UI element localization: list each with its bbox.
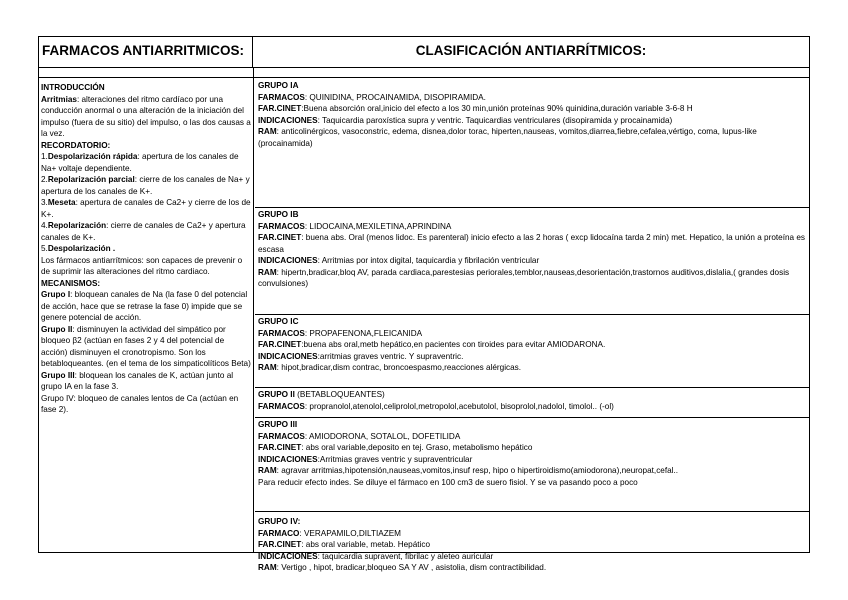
- step-item: 4.Repolarización: cierre de canales de Ca2+ y apertura canales de K+.: [41, 221, 246, 242]
- group-row: FARMACOS: QUINIDINA, PROCAINAMIDA, DISOPIRAMIDA.: [258, 92, 486, 102]
- group-title: GRUPO IV:: [258, 517, 301, 526]
- intro-title: INTRODUCCIÓN: [41, 83, 105, 92]
- group-row: RAM: anticolinérgicos, vasoconstric, edema, disnea,dolor torac, hiperten,nauseas, vomitos,diarrea,fiebre,cefalea,vértigo, coma, lupus-like (procainamida): [258, 127, 757, 148]
- group-title: GRUPO II (BETABLOQUEANTES): [258, 390, 385, 399]
- group-iii-section: [255, 418, 809, 512]
- group-row: RAM: Vertigo , hipot, bradicar,bloqueo SA Y AV , asistolia, dism contractibilidad.: [258, 563, 547, 572]
- farmacos-paragraph: Los fármacos antiarrítmicos: son capaces de prevenir o de suprimir las alteraciones del ritmo cardiaco.: [41, 255, 243, 276]
- group-row: RAM: hipot,bradicar,dism contrac, broncoespasmo,reacciones alérgicas.: [258, 363, 522, 372]
- document-table: [38, 36, 810, 572]
- step-item: 5.Despolarización .: [41, 244, 116, 253]
- step-item: 2.Repolarización parcial: cierre de los canales de Na+ y apertura de los canales de K+.: [41, 175, 250, 196]
- group-row: FAR.CINET: buena abs. Oral (menos lidoc. Es parenteral) inicio efecto a las 2 horas ( excp lidocaína tarda 2 min) met. Hepatico, la unión a proteína es escasa: [258, 233, 806, 254]
- right-column: [255, 79, 809, 572]
- mechanism-item: Grupo I: bloquean canales de Na (la fase 0 del potencial de acción, hace que se retrase la fase 0) impide que se genere potencial de acción.: [41, 290, 248, 322]
- group-row: RAM: hipertn,bradicar,bloq AV, parada cardiaca,parestesias periorales,temblor,nauseas,desorientación,trastornos auditivos,dislalia,( grandes dosis convulsiones): [258, 267, 790, 288]
- group-row: INDICACIONES: taquicardia supravent, fibrilac y aleteo auricular: [258, 551, 494, 561]
- group-ia-section: [255, 79, 809, 208]
- mechanism-item: Grupo IV: bloqueo de canales lentos de Ca (actúan en fase 2).: [41, 393, 239, 414]
- group-row: INDICACIONES:Arritmias graves ventric y supraventricular: [258, 454, 473, 464]
- header-divider: [39, 67, 809, 68]
- group-ic-section: [255, 315, 809, 388]
- mechanism-item: Grupo II: disminuyen la actividad del simpático por bloqueo β2 (actúan en fases 2 y 4 del potencial de acción) disminuyen el cronotropismo. Son los betabloqueantes. (en el tema de los simpaticolíticos Beta): [41, 324, 251, 368]
- group-row: Para reducir efecto indes. Se diluye el fármaco en 100 cm3 de suero fisiol. Y se va pasando poco a poco: [258, 477, 638, 487]
- group-title: GRUPO IB: [258, 210, 299, 219]
- group-ib-section: [255, 208, 809, 315]
- header-divider-secondary: [39, 77, 809, 78]
- group-row: FAR.CINET:buena abs oral,metb hepático,en pacientes con tiroides para evitar AMIODARONA.: [258, 340, 606, 349]
- recordatorio-title: RECORDATORIO:: [41, 140, 111, 150]
- group-row: INDICACIONES:arritmias graves ventric. Y supraventric.: [258, 351, 464, 361]
- group-iv-section: [255, 512, 809, 576]
- group-row: INDICACIONES: Arritmias por intox digital, taquicardia y fibrilación ventricular: [258, 256, 540, 265]
- right-title: CLASIFICACIÓN ANTIARRÍTMICOS:: [415, 43, 647, 58]
- group-row: FARMACOS: propranolol,atenolol,celiprolol,metropolol,acebutolol, bisoprolol,nadolol, timolol.. (-ol): [258, 401, 614, 411]
- group-title: GRUPO III: [258, 420, 298, 429]
- group-row: FARMACOS: AMIODORONA, SOTALOL, DOFETILIDA: [258, 431, 461, 441]
- group-title: GRUPO IA: [258, 81, 299, 90]
- left-title: FARMACOS ANTIARRITMICOS:: [39, 37, 253, 67]
- group-row: FARMACO: VERAPAMILO,DILTIAZEM: [258, 528, 401, 538]
- group-row: RAM: agravar arritmias,hipotensión,nauseas,vomitos,insuf resp, hipo o hipertiroidismo(amiodorona),neuropat,cefal..: [258, 466, 679, 475]
- group-row: INDICACIONES: Taquicardia paroxística supra y ventric. Taquicardias ventriculares (disopiramida y procainamida): [258, 115, 673, 125]
- group-row: FAR.CINET:Buena absorción oral,inicio del efecto a los 30 min,unión proteínas 90% quinidina,duración variable 3-6-8 H: [258, 104, 693, 113]
- group-row: FAR.CINET: abs oral variable, metab. Hepático: [258, 540, 431, 549]
- column-divider: [253, 67, 254, 552]
- group-ii-section: [255, 388, 809, 418]
- group-row: FARMACOS: PROPAFENONA,FLEICANIDA: [258, 328, 423, 338]
- group-row: FARMACOS: LIDOCAINA,MEXILETINA,APRINDINA: [258, 221, 452, 231]
- mechanism-item: Grupo III: bloquean los canales de K, actúan junto al grupo IA en la fase 3.: [41, 370, 234, 391]
- step-item: 3.Meseta: apertura de canales de Ca2+ y cierre de los de K+.: [41, 198, 251, 219]
- step-item: 1.Despolarización rápida: apertura de los canales de Na+ voltaje dependiente.: [41, 152, 239, 173]
- mecanismos-title: MECANISMOS:: [41, 278, 101, 288]
- group-title: GRUPO IC: [258, 317, 299, 326]
- arritmias-paragraph: Arritmias: alteraciones del ritmo cardíaco por una conducción anormal o una alteración de la iniciación del impulso (fuera de su sitio) del impulso, o las dos causas a la vez.: [41, 94, 251, 138]
- group-row: FAR.CINET: abs oral variable,deposito en tej. Graso, metabolismo hepático: [258, 443, 533, 452]
- left-column: [41, 82, 251, 416]
